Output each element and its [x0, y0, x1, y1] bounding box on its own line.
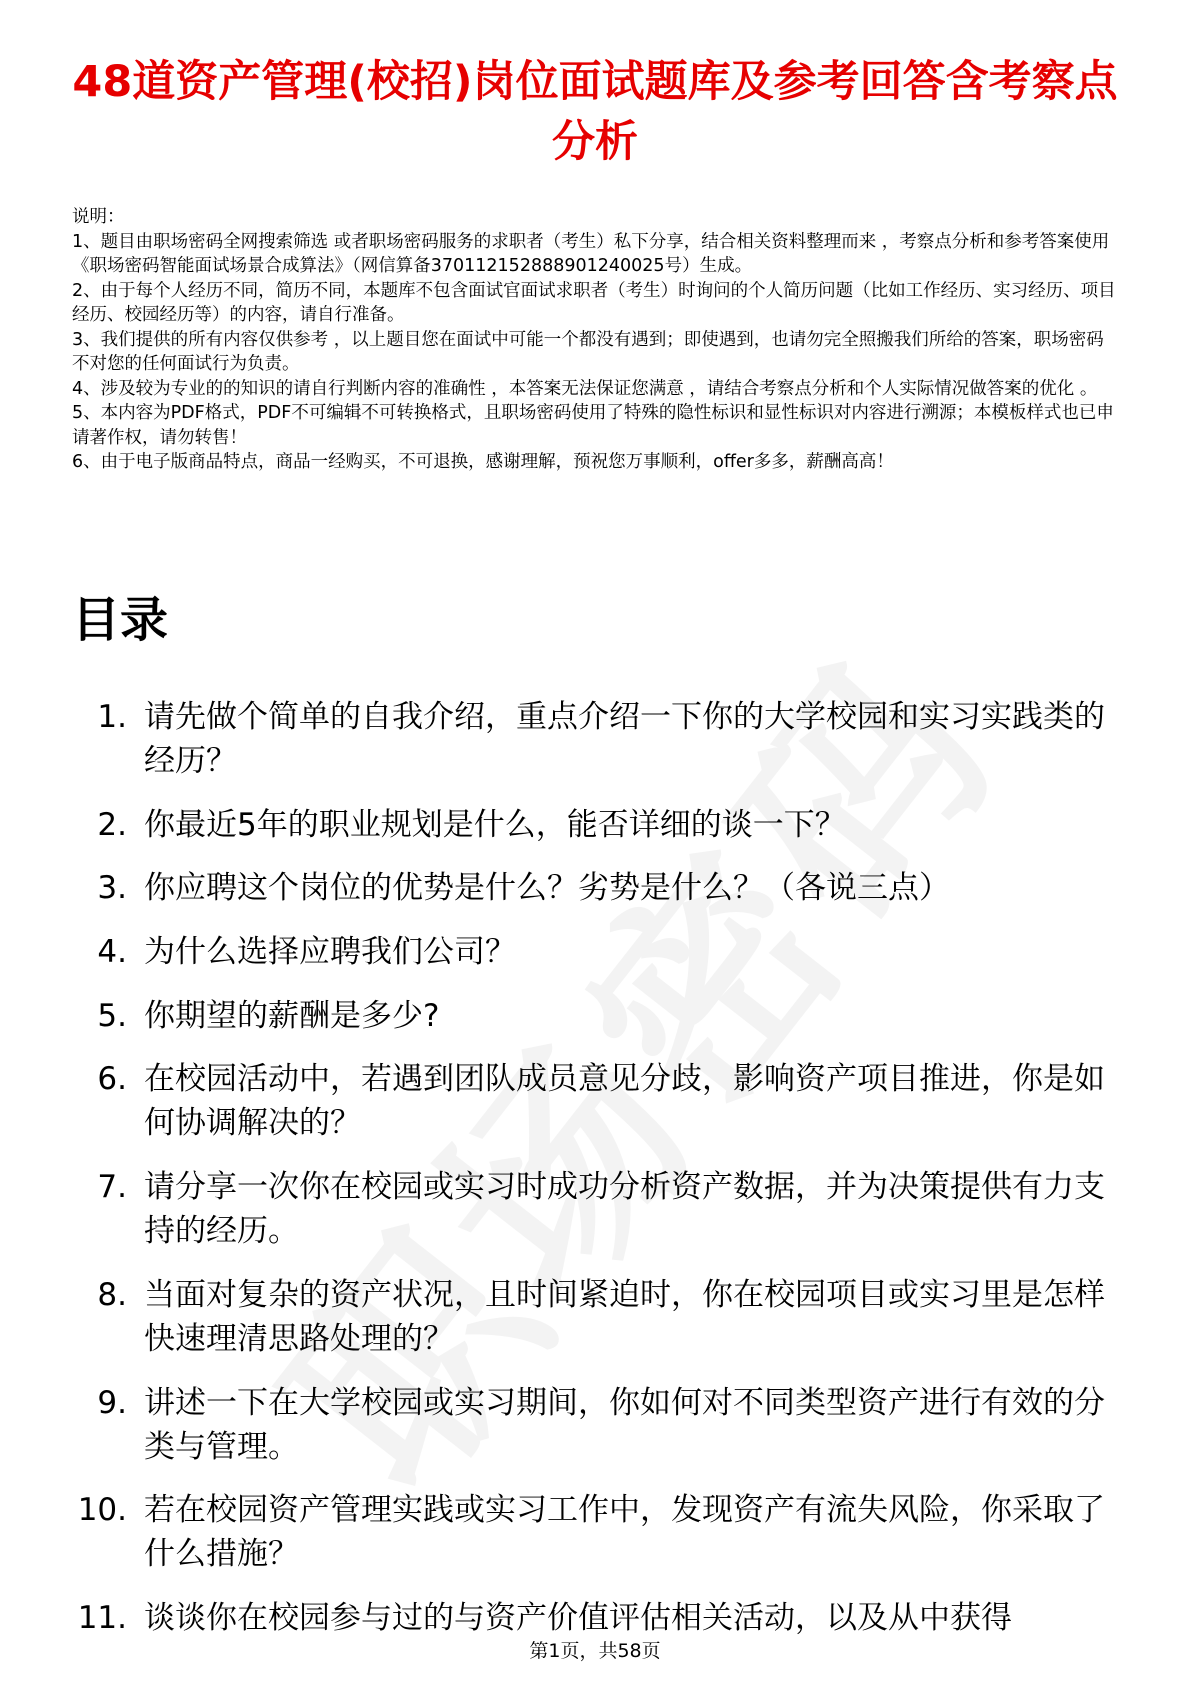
note-item: 6、由于电子版商品特点，商品一经购买，不可退换，感谢理解，预祝您万事顺利，offer多多，薪酬高高！ — [72, 452, 894, 472]
notes-heading: 说明： — [72, 207, 125, 227]
toc-item[interactable] — [60, 994, 1120, 1038]
notes-section — [72, 205, 1117, 475]
note-item: 1、题目由职场密码全网搜索筛选 或者职场密码服务的求职者（考生）私下分享，结合相关资料整理而来 ，考察点分析和参考答案使用《职场密码智能面试场景合成算法》（网信算备370112152888901240025号）生成。 — [72, 231, 1110, 276]
toc-item-text: 请先做个简单的自我介绍，重点介绍一下你的大学校园和实习实践类的经历？ — [144, 699, 1105, 779]
note-item: 4、涉及较为专业的的知识的请自行判断内容的准确性 ，本答案无法保证您满意 ，请结合考察点分析和个人实际情况做答案的优化 。 — [72, 378, 1098, 399]
toc-item-number: 5. — [97, 997, 127, 1034]
toc-item[interactable] — [60, 1596, 1120, 1640]
toc-item-number: 9. — [97, 1384, 127, 1421]
toc-item[interactable] — [60, 1488, 1120, 1576]
note-item: 3、我们提供的所有内容仅供参考 ，以上题目您在面试中可能一个都没有遇到；即使遇到，也请勿完全照搬我们所给的答案，职场密码不对您的任何面试行为负责。 — [72, 329, 1104, 374]
toc-item-text: 为什么选择应聘我们公司？ — [144, 934, 516, 971]
page-number: 第1页，共58页 — [529, 1640, 661, 1662]
toc-item-number: 3. — [97, 870, 127, 907]
toc-item-text: 讲述一下在大学校园或实习期间，你如何对不同类型资产进行有效的分类与管理。 — [144, 1384, 1105, 1465]
note-item: 2、由于每个人经历不同，简历不同，本题库不包含面试官面试求职者（考生）时询问的个人简历问题（比如工作经历、实习经历、项目经历、校园经历等）的内容，请自行准备。 — [72, 280, 1116, 325]
toc-item-number: 1. — [97, 699, 127, 735]
toc-item[interactable] — [60, 1273, 1120, 1361]
toc-item-number: 6. — [97, 1061, 127, 1098]
toc-item-number: 2. — [97, 806, 127, 843]
toc-heading: 目录 — [72, 592, 169, 648]
toc-item[interactable] — [60, 866, 1120, 910]
toc-item-number: 10. — [77, 1492, 127, 1529]
toc-item-text: 在校园活动中，若遇到团队成员意见分歧，影响资产项目推进，你是如何协调解决的？ — [144, 1061, 1105, 1142]
toc-item-text: 你期望的薪酬是多少? — [144, 997, 440, 1034]
toc-item[interactable] — [60, 1165, 1120, 1253]
toc-item-text: 你应聘这个岗位的优势是什么？劣势是什么？（各说三点） — [144, 870, 950, 907]
toc-item-text: 你最近5年的职业规划是什么，能否详细的谈一下？ — [144, 806, 846, 843]
note-item: 5、本内容为PDF格式，PDF不可编辑不可转换格式，且职场密码使用了特殊的隐性标识和显性标识对内容进行溯源；本模板样式也已申请著作权，请勿转售！ — [72, 403, 1114, 448]
page-title: 48道资产管理(校招)岗位面试题库及参考回答含考察点分析 — [72, 57, 1118, 167]
toc-item[interactable] — [60, 930, 1120, 974]
toc-item-text: 谈谈你在校园参与过的与资产价值评估相关活动，以及从中获得 — [144, 1599, 1012, 1636]
toc-item-number: 11. — [77, 1599, 127, 1636]
toc-item-number: 4. — [97, 934, 127, 971]
toc-item-number: 8. — [97, 1276, 127, 1313]
toc-item[interactable] — [60, 1381, 1120, 1469]
toc-item-text: 当面对复杂的资产状况，且时间紧迫时，你在校园项目或实习里是怎样快速理清思路处理的？ — [144, 1276, 1105, 1357]
toc-item[interactable] — [60, 803, 1120, 847]
toc-item[interactable] — [60, 1057, 1120, 1145]
toc-item-text: 请分享一次你在校园或实习时成功分析资产数据，并为决策提供有力支持的经历。 — [144, 1169, 1105, 1250]
toc-list — [60, 695, 1120, 1660]
toc-item-text: 若在校园资产管理实践或实习工作中，发现资产有流失风险，你采取了什么措施？ — [144, 1492, 1105, 1573]
toc-item[interactable] — [60, 695, 1120, 783]
toc-item-number: 7. — [97, 1169, 127, 1206]
